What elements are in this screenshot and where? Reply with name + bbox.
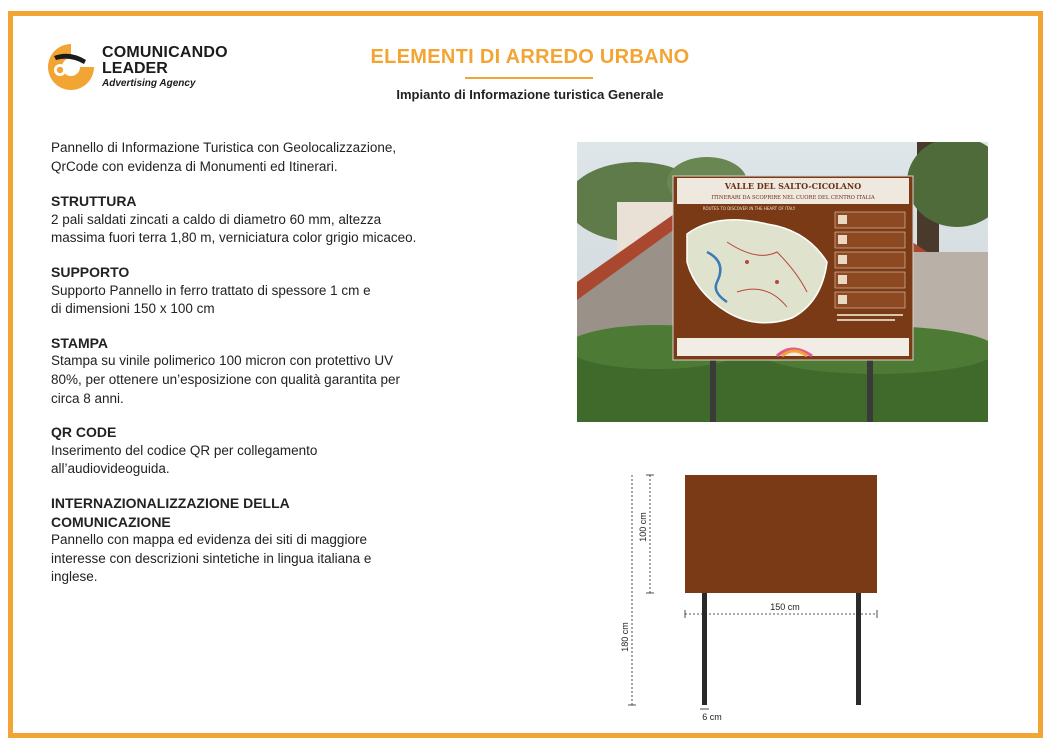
sign-title: VALLE DEL SALTO-CICOLANO (724, 181, 862, 191)
section-body-internazionalizzazione: Pannello con mappa ed evidenza dei siti di maggiore interesse con descrizioni sintetiche in lingua italiana e inglese. (51, 532, 372, 585)
section-body-qr-code: Inserimento del codice QR per collegamento all’audiovideoguida. (51, 442, 318, 477)
section-heading-internazionalizzazione: INTERNAZIONALIZZAZIONE DELLA COMUNICAZIONE (51, 494, 290, 530)
intro-paragraph: Pannello di Informazione Turistica con Geolocalizzazione, QrCode con evidenza di Monumenti ed Itinerari. (51, 140, 397, 174)
description-column (51, 139, 421, 602)
section-body-struttura: 2 pali saldati zincati a caldo di diametro 60 mm, altezza massima fuori terra 1,80 m, verniciatura color grigio micaceo. (51, 211, 417, 246)
section-heading-qr-code: QR CODE (51, 424, 117, 441)
total-height-label: 180 cm (620, 622, 630, 652)
section-heading-struttura: STRUTTURA (51, 193, 137, 210)
logo-tagline: Advertising Agency (102, 78, 196, 89)
dimension-diagram (610, 465, 910, 727)
logo-line2: LEADER (102, 60, 168, 77)
panel-height-label: 100 cm (638, 512, 648, 542)
right-pole (856, 593, 861, 705)
company-logo (44, 40, 244, 96)
section-body-stampa: Stampa su vinile polimerico 100 micron con protettivo UV 80%, per ottenere un’esposizione con qualità garantita per circa 8 anni. (51, 353, 400, 406)
logo-icon (44, 40, 98, 94)
page-subtitle: Impianto di Informazione turistica Generale (396, 87, 664, 102)
pole-diameter-label: 6 cm (702, 712, 722, 722)
panel-drawing (685, 475, 877, 593)
page-title: ELEMENTI DI ARREDO URBANO (370, 46, 690, 68)
panel-width-label: 150 cm (770, 602, 800, 612)
logo-line1: COMUNICANDO (102, 44, 228, 61)
sign-photo-illustration (577, 142, 988, 422)
left-pole (702, 593, 707, 705)
section-body-supporto: Supporto Pannello in ferro trattato di spessore 1 cm e di dimensioni 150 x 100 cm (51, 282, 371, 317)
sign-photo (577, 142, 988, 422)
section-heading-stampa: STAMPA (51, 334, 109, 351)
sign-banner: ROUTES TO DISCOVER IN THE HEART OF ITALY (702, 206, 796, 211)
title-underline (465, 77, 593, 79)
sign-subtitle: ITINERARI DA SCOPRIRE NEL CUORE DEL CENTRO ITALIA (711, 195, 875, 201)
section-heading-supporto: SUPPORTO (51, 263, 130, 280)
